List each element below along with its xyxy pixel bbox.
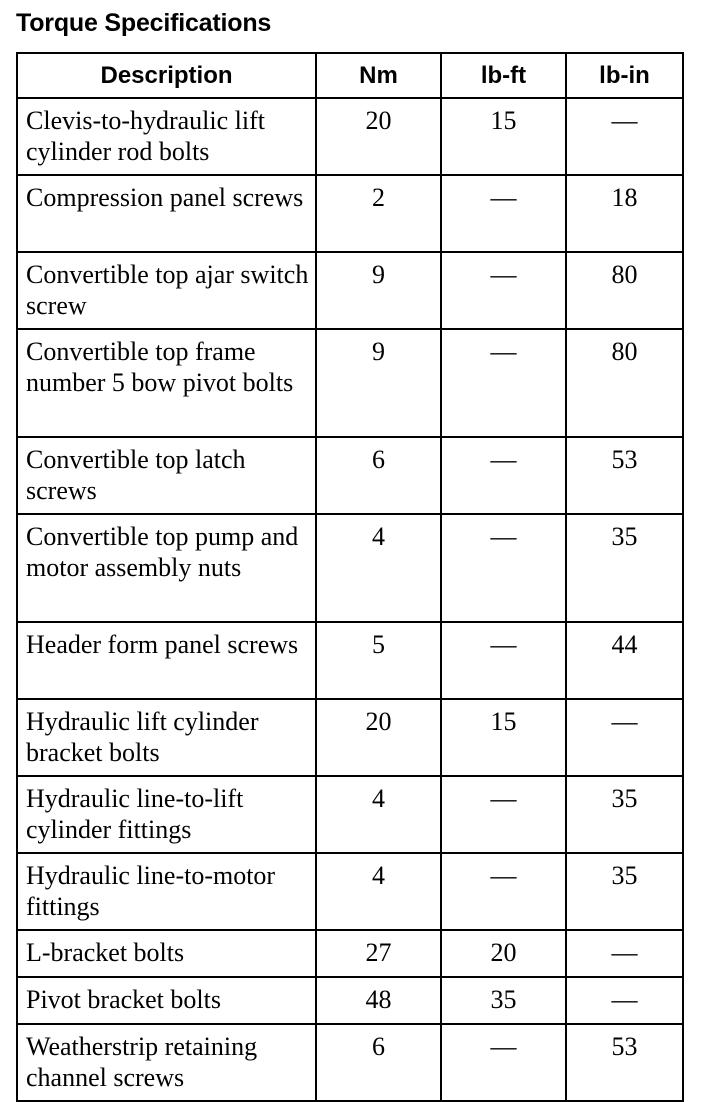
lb-ft-cell: — [441, 175, 566, 252]
table-row [17, 329, 683, 437]
table-row [17, 977, 683, 1024]
lb-ft-cell: — [441, 329, 566, 437]
nm-cell: 9 [316, 329, 441, 437]
table-row [17, 98, 683, 175]
lb-ft-cell: 20 [441, 930, 566, 977]
lb-in-cell: 35 [566, 776, 683, 853]
description-cell: Pivot bracket bolts [17, 977, 316, 1024]
description-cell: Header form panel screws [17, 622, 316, 699]
lb-in-cell: 53 [566, 1024, 683, 1101]
description-cell: Clevis-to-hydraulic lift cylinder rod bolts [17, 98, 316, 175]
lb-in-cell: 44 [566, 622, 683, 699]
description-cell: Compression panel screws [17, 175, 316, 252]
nm-cell: 9 [316, 252, 441, 329]
lb-ft-cell: 35 [441, 977, 566, 1024]
lb-ft-cell: — [441, 853, 566, 930]
nm-cell: 6 [316, 437, 441, 514]
nm-cell: 2 [316, 175, 441, 252]
torque-spec-table [16, 52, 684, 1102]
lb-in-cell: — [566, 977, 683, 1024]
nm-cell: 4 [316, 853, 441, 930]
description-cell: L-bracket bolts [17, 930, 316, 977]
lb-in-cell: — [566, 98, 683, 175]
column-header-lb-in: lb-in [566, 53, 683, 98]
table-row [17, 776, 683, 853]
nm-cell: 27 [316, 930, 441, 977]
description-cell: Convertible top pump and motor assembly nuts [17, 514, 316, 622]
table-row [17, 930, 683, 977]
lb-in-cell: — [566, 699, 683, 776]
lb-in-cell: 35 [566, 514, 683, 622]
description-cell: Convertible top ajar switch screw [17, 252, 316, 329]
lb-ft-cell: 15 [441, 98, 566, 175]
table-row [17, 514, 683, 622]
description-cell: Hydraulic line-to-lift cylinder fittings [17, 776, 316, 853]
table-row [17, 175, 683, 252]
nm-cell: 4 [316, 514, 441, 622]
description-cell: Hydraulic lift cylinder bracket bolts [17, 699, 316, 776]
nm-cell: 4 [316, 776, 441, 853]
column-header-nm: Nm [316, 53, 441, 98]
lb-in-cell: 53 [566, 437, 683, 514]
nm-cell: 48 [316, 977, 441, 1024]
page-title: Torque Specifications [16, 9, 272, 37]
lb-ft-cell: — [441, 252, 566, 329]
table-header-row [17, 53, 683, 98]
column-header-description: Description [17, 53, 316, 98]
nm-cell: 6 [316, 1024, 441, 1101]
description-cell: Convertible top latch screws [17, 437, 316, 514]
description-cell: Weatherstrip retaining channel screws [17, 1024, 316, 1101]
lb-in-cell: 35 [566, 853, 683, 930]
lb-in-cell: 80 [566, 252, 683, 329]
lb-ft-cell: — [441, 776, 566, 853]
lb-ft-cell: — [441, 437, 566, 514]
lb-ft-cell: — [441, 514, 566, 622]
nm-cell: 20 [316, 98, 441, 175]
nm-cell: 20 [316, 699, 441, 776]
description-cell: Hydraulic line-to-motor fittings [17, 853, 316, 930]
lb-ft-cell: — [441, 622, 566, 699]
table-row [17, 252, 683, 329]
lb-in-cell: 80 [566, 329, 683, 437]
lb-ft-cell: — [441, 1024, 566, 1101]
table-row [17, 853, 683, 930]
lb-in-cell: 18 [566, 175, 683, 252]
lb-in-cell: — [566, 930, 683, 977]
description-cell: Convertible top frame number 5 bow pivot bolts [17, 329, 316, 437]
table-row [17, 437, 683, 514]
lb-ft-cell: 15 [441, 699, 566, 776]
table-row [17, 699, 683, 776]
table-row [17, 622, 683, 699]
column-header-lb-ft: lb-ft [441, 53, 566, 98]
table-row [17, 1024, 683, 1101]
nm-cell: 5 [316, 622, 441, 699]
